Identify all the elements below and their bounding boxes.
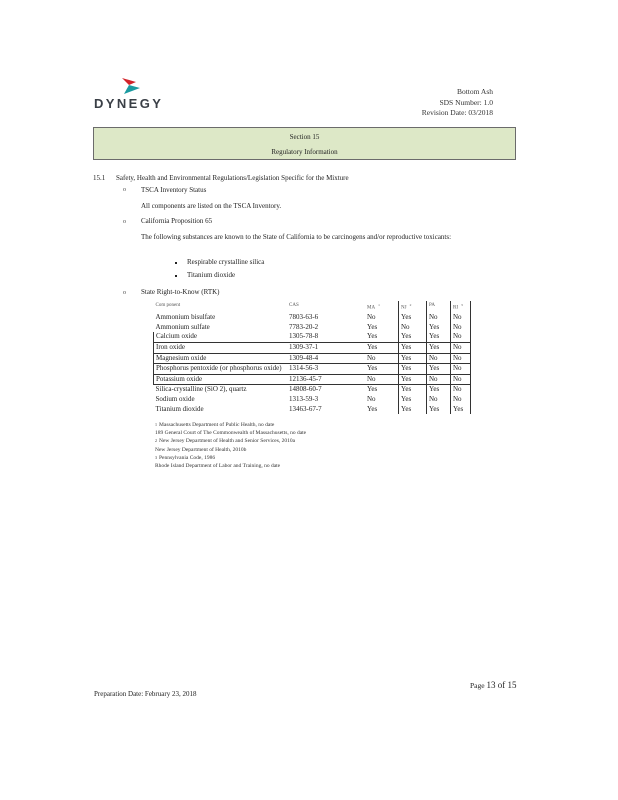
table-header-row (154, 301, 471, 313)
table-cell: Yes (365, 332, 399, 342)
table-cell: 7803-63-6 (289, 313, 319, 322)
table-cell: No (427, 353, 451, 364)
table-header-cell: Com ponent (155, 303, 181, 308)
table-cell: 13463-67-7 (289, 404, 322, 413)
table-row (154, 374, 471, 385)
prop65-substance: Respirable crystalline silica (187, 258, 265, 266)
product-name: Bottom Ash (456, 87, 493, 96)
table-cell: Titanium dioxide (155, 404, 204, 413)
revision-date: Revision Date: 03/2018 (421, 108, 493, 117)
table-cell: 1314-56-3 (287, 364, 365, 375)
table-row (154, 395, 471, 405)
table-cell: Yes (399, 395, 427, 405)
subsection-number: 15.1 (93, 174, 106, 182)
section-subtitle: Regulatory Information (271, 148, 338, 156)
footnote: Rhode Island Department of Labor and Training, no date (155, 463, 281, 470)
table-cell: Yes (367, 322, 378, 331)
circle-bullet-icon: o (123, 290, 126, 296)
table-cell: No (451, 353, 471, 364)
table-cell: No (365, 374, 399, 385)
page-number (470, 680, 516, 690)
footnote: $^2$ New Jersey Department of Health and Senior Services, 2010a (155, 438, 296, 445)
table-cell: Yes (365, 343, 399, 354)
table-row (154, 343, 471, 354)
table-cell: Yes (399, 405, 427, 415)
table-cell: 1309-48-4 (287, 353, 365, 364)
table-cell: 1305-78-8 (287, 332, 365, 342)
table-cell: Yes (399, 313, 427, 323)
square-bullet-icon (175, 262, 177, 264)
table-cell: Iron oxide (154, 343, 288, 354)
table-header-cell: $RI^3$ (451, 301, 471, 313)
table-cell: No (367, 395, 376, 403)
footnote: $^3$ Pennsylvania Code, 1986 (155, 454, 216, 461)
table-cell: Yes (399, 374, 427, 385)
table-cell: Yes (427, 385, 451, 395)
page-count: 13 of 15 (486, 680, 517, 690)
table-cell: Phosphorus pentoxide (or phosphorus oxide) (154, 364, 288, 375)
table-cell: Yes (427, 323, 451, 333)
prop65-heading: California Proposition 65 (141, 217, 213, 225)
table-cell: No (451, 343, 471, 354)
prop65-substance: Titanium dioxide (187, 271, 236, 279)
table-row (154, 353, 471, 364)
table-row (154, 332, 471, 342)
table-cell: Ammonium sulfate (155, 322, 210, 331)
tsca-heading: TSCA Inventory Status (141, 186, 207, 194)
table-cell: Yes (367, 404, 378, 413)
table-cell: Yes (427, 364, 451, 375)
table-cell: Ammonium bisulfate (155, 313, 216, 322)
table-cell: No (365, 353, 399, 364)
table-row (154, 313, 471, 323)
table-cell: No (427, 395, 451, 405)
square-bullet-icon (175, 275, 177, 277)
dynegy-logo-mark-icon (120, 76, 142, 96)
subsection-title: Safety, Health and Environmental Regulations/Legislation Specific for the Mixture (116, 174, 349, 182)
table-cell: 14808-60-7 (289, 385, 322, 394)
table-cell: Yes (399, 332, 427, 342)
table-cell: No (451, 395, 471, 405)
table-header-cell: PA (427, 301, 451, 313)
table-cell: Yes (451, 405, 471, 415)
table-cell: Yes (399, 385, 427, 395)
table-cell: Yes (427, 332, 451, 342)
circle-bullet-icon: o (123, 187, 126, 193)
table-cell: Silica-crystalline (SiO 2), quartz (155, 385, 247, 394)
table-cell: Yes (367, 385, 378, 394)
table-header-cell: CAS (289, 303, 299, 308)
circle-bullet-icon: o (123, 219, 126, 225)
prop65-text: The following substances are known to the State of California to be carcinogens and/or reproductive toxicants: (141, 233, 452, 241)
table-cell: Yes (427, 405, 451, 415)
table-row (154, 405, 471, 415)
table-row (154, 385, 471, 395)
table-cell: Sodium oxide (155, 395, 195, 403)
section-title: Section 15 (289, 133, 320, 141)
table-cell: 7783-20-2 (289, 322, 319, 331)
table-cell: 12136-45-7 (287, 374, 365, 385)
table-cell: Yes (399, 353, 427, 364)
table-cell: No (399, 323, 427, 333)
company-logo (94, 76, 174, 116)
section-header (93, 127, 516, 160)
sds-number: SDS Number: 1.0 (439, 97, 493, 107)
preparation-date: Preparation Date: February 23, 2018 (94, 690, 197, 698)
brand-name: DYNEGY (94, 96, 164, 111)
tsca-text: All components are listed on the TSCA Inventory. (141, 202, 282, 210)
table-cell: 1309-37-1 (287, 343, 365, 354)
table-cell: No (451, 374, 471, 385)
table-cell: No (451, 385, 471, 395)
table-row (154, 323, 471, 333)
table-cell: Potassium oxide (154, 374, 288, 385)
table-cell: Yes (399, 343, 427, 354)
table-cell: No (427, 313, 451, 323)
table-cell: Magnesium oxide (154, 353, 288, 364)
table-cell: No (451, 313, 471, 323)
table-cell: 1313-59-3 (289, 395, 319, 403)
table-cell: Yes (365, 364, 399, 375)
page-label: Page (470, 681, 485, 690)
footnotes (155, 421, 306, 470)
footnote: New Jersey Department of Health, 2010b (155, 446, 247, 453)
table-cell: No (451, 323, 471, 333)
table-cell: No (451, 364, 471, 375)
table-header-cell: $NJ^2$ (399, 301, 427, 313)
rtk-table (153, 301, 471, 414)
rtk-heading: State Right-to-Know (RTK) (141, 288, 220, 296)
footnote: 189 General Court of The Commonwealth of Massachusetts, no date (155, 430, 307, 437)
table-row (154, 364, 471, 375)
table-cell: No (367, 313, 376, 322)
table-header-cell: $MA^1$ (367, 303, 380, 311)
table-cell: Calcium oxide (154, 332, 288, 342)
document-info (422, 87, 493, 119)
footnote: $^1$ Massachusetts Department of Public Health, no date (155, 422, 275, 428)
table-cell: Yes (399, 364, 427, 375)
table-cell: Yes (427, 343, 451, 354)
table-cell: No (427, 374, 451, 385)
table-cell: No (451, 332, 471, 342)
